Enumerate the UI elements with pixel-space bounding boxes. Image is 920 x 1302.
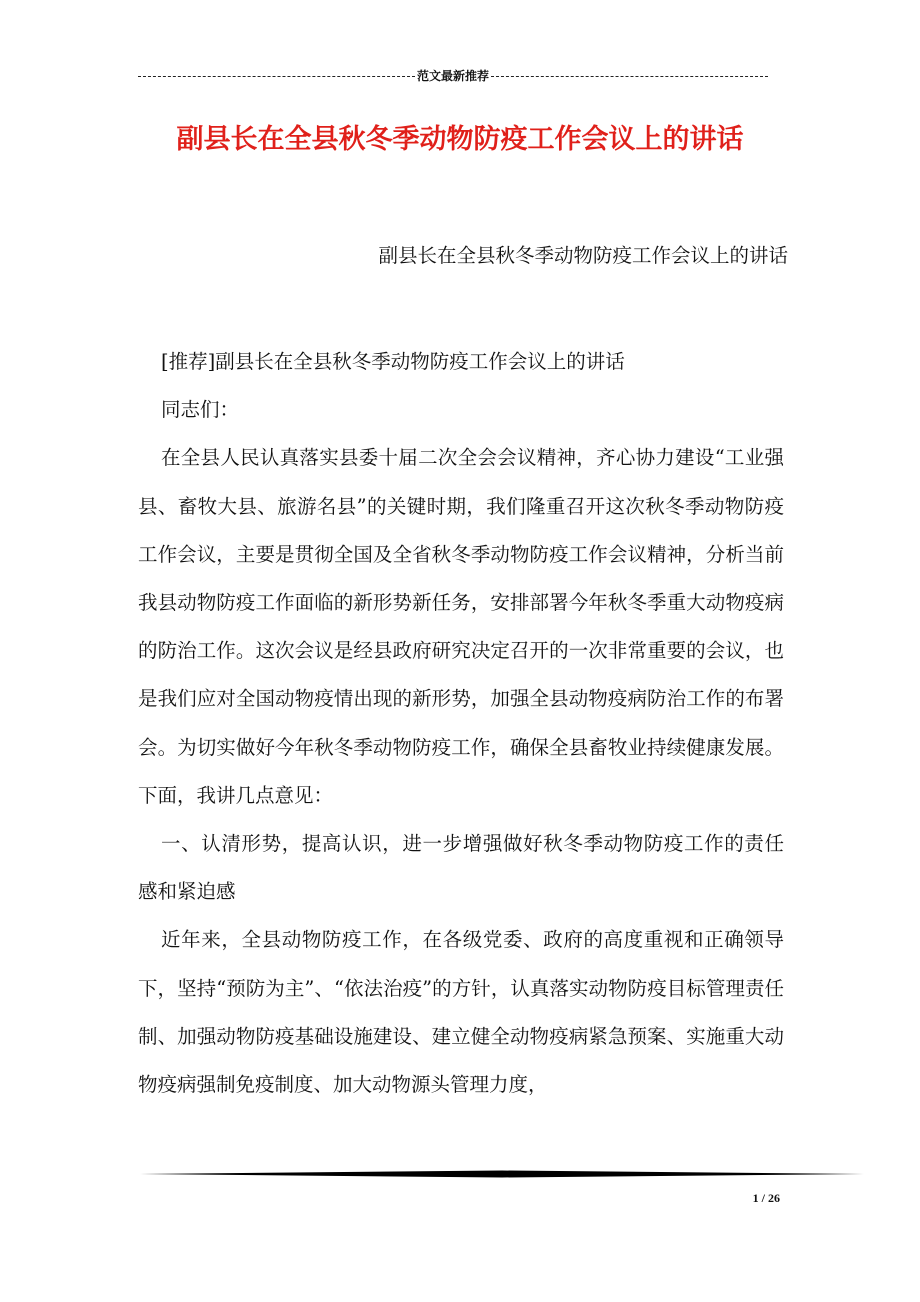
paragraph: 近年来，全县动物防疫工作，在各级党委、政府的高度重视和正确领导下，坚持“预防为主”、“依法治疫”的方针，认真落实动物防疫目标管理责任制、加强动物防疫基础设施建设、建立健全动物疫病紧急预案、实施重大动物疫病强制免疫制度、加大动物源头管理力度， [138,928,784,1097]
header-dashes-right [491,76,768,77]
page-number: 1 / 26 [752,1191,780,1205]
page-header [138,68,768,84]
paragraph: [推荐]副县长在全县秋冬季动物防疫工作会议上的讲话 [161,350,625,373]
paragraph: 一、认清形势，提高认识，进一步增强做好秋冬季动物防疫工作的责任感和紧迫感 [138,832,784,904]
document-subtitle: 副县长在全县秋冬季动物防疫工作会议上的讲话 [378,244,788,267]
document-title: 副县长在全县秋冬季动物防疫工作会议上的讲话 [176,124,744,155]
document-body [138,338,784,1109]
paragraph: 在全县人民认真落实县委十届二次全会会议精神，齐心协力建设“工业强县、畜牧大县、旅游名县”的关键时期，我们隆重召开这次秋冬季动物防疫工作会议，主要是贯彻全国及全省秋冬季动物防疫工作会议精神，分析当前我县动物防疫工作面临的新形势新任务，安排部署今年秋冬季重大动物疫病的防治工作。这次会议是经县政府研究决定召开的一次非常重要的会议，也是我们应对全国动物疫情出现的新形势，加强全县动物疫病防治工作的布署会。为切实做好今年秋冬季动物防疫工作，确保全县畜牧业持续健康发展。下面，我讲几点意见： [138,446,784,807]
footer-divider [140,1170,864,1178]
header-label: 范文最新推荐 [417,69,490,83]
header-dashes-left [138,76,415,77]
paragraph: 同志们： [161,398,240,422]
